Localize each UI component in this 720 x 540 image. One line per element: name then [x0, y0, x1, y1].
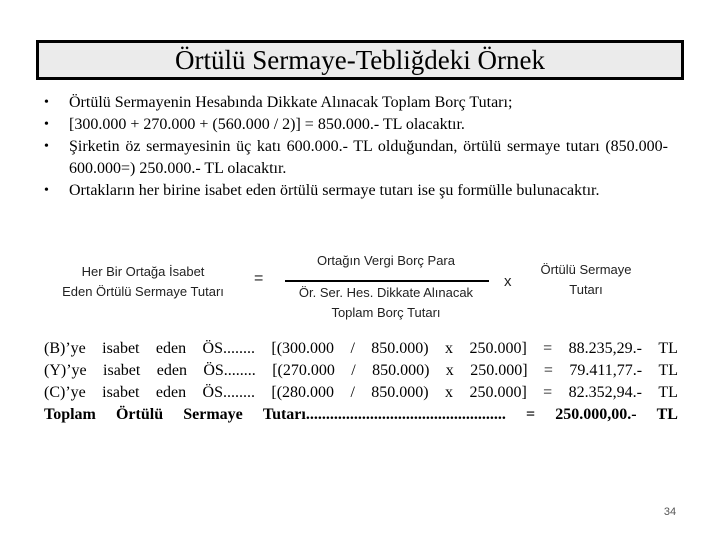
total-token: 250.000,00.-	[555, 406, 637, 423]
calc-token: eden	[155, 340, 187, 357]
bullet-item	[44, 92, 668, 114]
formula-denominator-line: Ör. Ser. Hes. Dikkate Alınacak	[298, 285, 474, 300]
calc-token: (B)’ye	[44, 340, 86, 357]
calc-token: 250.000]	[469, 384, 527, 401]
calc-token: =	[543, 362, 553, 379]
bullet-dot-icon: •	[44, 95, 49, 110]
formula-left-line: Her Bir Ortağa İsabet	[81, 264, 205, 279]
calc-token: 82.352,94.-	[568, 384, 642, 401]
calc-token: TL	[658, 340, 678, 357]
calc-token: eden	[155, 384, 187, 401]
calc-token: (C)’ye	[44, 384, 86, 401]
calc-token: 850.000)	[372, 362, 430, 379]
calc-token: 79.411,77.-	[569, 362, 643, 379]
bullet-item	[44, 180, 668, 202]
calc-token: TL	[658, 362, 678, 379]
bullet-dot-icon: •	[44, 139, 49, 154]
total-token: Tutarı..................................................	[262, 406, 506, 423]
calc-token: [(280.000	[271, 384, 335, 401]
total-token: Sermaye	[183, 406, 243, 423]
calculation-row	[44, 338, 678, 360]
bullet-dot-icon: •	[44, 117, 49, 132]
formula-left-line: Eden Örtülü Sermaye Tutarı	[62, 284, 224, 299]
calc-token: ÖS........	[202, 340, 255, 357]
total-token: TL	[656, 406, 678, 423]
total-token: Toplam	[44, 406, 96, 423]
calculation-block	[44, 338, 678, 426]
calc-token: 850.000)	[371, 384, 429, 401]
calculation-row	[44, 382, 678, 404]
calc-token: ÖS........	[203, 362, 256, 379]
calc-token: /	[350, 340, 355, 357]
formula-numerator: Ortağın Vergi Borç Para	[316, 253, 455, 268]
bullet-text: Ortakların her birine isabet eden örtülü sermaye tutarı ise şu formülle bulunacaktır.	[69, 182, 600, 199]
formula-denominator	[286, 283, 486, 323]
bullet-item	[44, 114, 668, 136]
total-token: =	[525, 406, 536, 423]
calc-token: x	[445, 384, 454, 401]
calc-token: 250.000]	[469, 340, 527, 357]
formula-right-label	[526, 260, 646, 300]
bullet-dot-icon: •	[44, 183, 49, 198]
calc-token: [(300.000	[271, 340, 335, 357]
calc-token: eden	[156, 362, 187, 379]
bullet-list	[44, 92, 668, 202]
page-number: 34	[663, 506, 677, 518]
calc-token: isabet	[102, 384, 140, 401]
fraction-bar	[285, 280, 489, 282]
calc-token: 88.235,29.-	[568, 340, 642, 357]
calc-token: (Y)’ye	[44, 362, 87, 379]
calc-token: /	[350, 384, 355, 401]
calc-token: ÖS........	[202, 384, 255, 401]
calc-token: 850.000)	[371, 340, 429, 357]
bullet-text: [300.000 + 270.000 + (560.000 / 2)] = 850.000.- TL olacaktır.	[69, 116, 465, 133]
slide-title-box	[36, 40, 684, 80]
calc-token: [(270.000	[272, 362, 335, 379]
bullet-item	[44, 136, 668, 180]
bullet-text: Şirketin öz sermayesinin üç katı 600.000.- TL olduğundan, örtülü sermaye tutarı (850.000-600.000=) 250.000.- TL olacaktır.	[69, 138, 668, 177]
bullet-text: Örtülü Sermayenin Hesabında Dikkate Alınacak Toplam Borç Tutarı;	[69, 94, 513, 111]
slide-title: Örtülü Sermaye-Tebliğdeki Örnek	[175, 44, 545, 75]
calc-token: x	[445, 362, 454, 379]
formula-equals: =	[254, 270, 264, 287]
total-row	[44, 404, 678, 426]
calc-token: isabet	[102, 340, 140, 357]
formula-right-line: Örtülü Sermaye	[540, 262, 632, 277]
calculation-row	[44, 360, 678, 382]
calc-token: x	[445, 340, 454, 357]
calc-token: =	[543, 384, 553, 401]
formula-denominator-line: Toplam Borç Tutarı	[331, 305, 441, 320]
formula-right-line: Tutarı	[569, 282, 603, 297]
calc-token: isabet	[103, 362, 141, 379]
calc-token: 250.000]	[470, 362, 528, 379]
total-token: Örtülü	[115, 406, 164, 423]
calc-token: =	[543, 340, 553, 357]
formula-times: x	[504, 273, 512, 290]
calc-token: TL	[658, 384, 678, 401]
formula-left-label	[48, 262, 238, 302]
calc-token: /	[351, 362, 356, 379]
